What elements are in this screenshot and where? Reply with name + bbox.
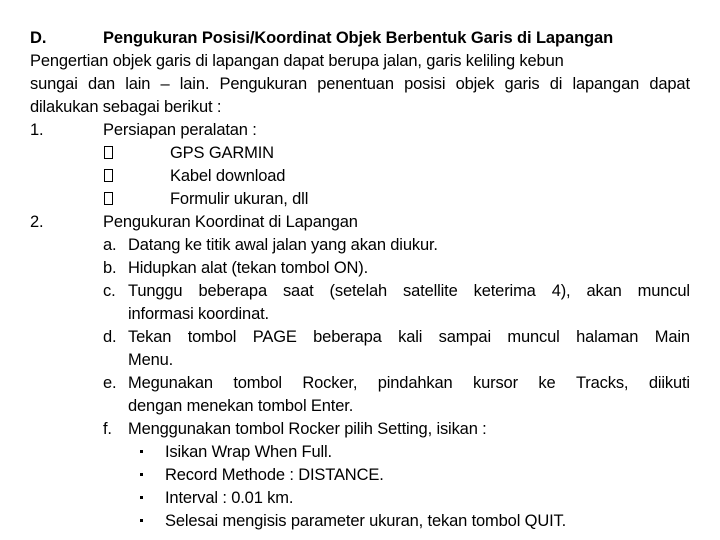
text-word: posisi (404, 75, 446, 93)
step-2-item-b (30, 257, 690, 280)
section-marker: D. (30, 29, 47, 47)
text-word: lapangan (572, 75, 640, 93)
item-b-line-1: Hidupkan alat (tekan tombol ON). (128, 259, 369, 277)
step-1-text: Persiapan peralatan : (103, 121, 257, 139)
tofu-box-icon (104, 165, 170, 188)
text-word: pindahkan (377, 374, 453, 392)
tofu-box-icon (104, 142, 170, 165)
text-word: – (160, 75, 170, 93)
text-word: Pengukuran (219, 75, 307, 93)
intro-line-3: dilakukan sebagai berikut : (30, 98, 222, 116)
text-word: Main (654, 328, 690, 346)
text-word: muncul (637, 282, 690, 300)
step-1-bullet-3-text: Formulir ukuran, dll (170, 190, 309, 208)
item-c-body (128, 280, 690, 326)
dot-bullet-icon (140, 510, 165, 533)
item-f-bullet-4 (30, 510, 690, 533)
item-a-line-1: Datang ke titik awal jalan yang akan diukur. (128, 236, 438, 254)
step-2-item-e (30, 372, 690, 418)
text-word: sungai (30, 75, 78, 93)
item-a-body (128, 234, 690, 257)
item-f-bullet-3 (30, 487, 690, 510)
text-word: halaman (576, 328, 639, 346)
text-word: tombol (187, 328, 237, 346)
item-d-marker: d. (103, 328, 117, 346)
item-c-line-1 (128, 280, 690, 303)
text-word: di (549, 75, 563, 93)
step-1-bullet-3 (30, 188, 690, 211)
item-f-bullet-1-text: Isikan Wrap When Full. (165, 443, 332, 461)
text-word: beberapa (198, 282, 267, 300)
item-e-marker: e. (103, 374, 117, 392)
text-word: lain (125, 75, 151, 93)
text-word: objek (455, 75, 495, 93)
text-word: Tekan (128, 328, 172, 346)
item-b-marker: b. (103, 259, 117, 277)
step-1-marker: 1. (30, 121, 44, 139)
text-word: kursor (472, 374, 518, 392)
text-word: sampai (438, 328, 491, 346)
section-heading (30, 27, 690, 50)
item-f-bullet-2 (30, 464, 690, 487)
text-word: penentuan (317, 75, 394, 93)
text-word: dapat (649, 75, 690, 93)
step-2-item-f (30, 418, 690, 441)
text-word: lain. (179, 75, 210, 93)
item-e-line-2: dengan menekan tombol Enter. (128, 397, 354, 415)
item-f-body (128, 418, 690, 441)
step-2-item-a (30, 234, 690, 257)
text-word: satellite (403, 282, 458, 300)
tofu-box-icon (104, 188, 170, 211)
intro-line-2 (30, 73, 690, 96)
step-1-bullet-1 (30, 142, 690, 165)
section-title: Pengukuran Posisi/Koordinat Objek Berbentuk Garis di Lapangan (103, 29, 614, 47)
text-word: akan (586, 282, 622, 300)
step-2-marker: 2. (30, 213, 44, 231)
item-f-bullet-4-text: Selesai mengisis parameter ukuran, tekan tombol QUIT. (165, 512, 567, 530)
text-word: diikuti (648, 374, 690, 392)
text-word: beberapa (313, 328, 382, 346)
text-word: muncul (507, 328, 560, 346)
item-d-line-2: Menu. (128, 351, 174, 369)
dot-bullet-icon (140, 441, 165, 464)
text-word: keterima (473, 282, 536, 300)
text-word: 4), (551, 282, 571, 300)
intro-line-1: Pengertian objek garis di lapangan dapat berupa jalan, garis keliling kebun (30, 52, 564, 70)
item-f-bullet-2-text: Record Methode : DISTANCE. (165, 466, 384, 484)
intro-paragraph (30, 50, 690, 119)
item-a-marker: a. (103, 236, 117, 254)
text-word: kali (398, 328, 423, 346)
text-word: garis (504, 75, 540, 93)
step-1-bullet-2-text: Kabel download (170, 167, 286, 185)
step-1 (30, 119, 690, 142)
item-b-body (128, 257, 690, 280)
item-f-bullet-1 (30, 441, 690, 464)
item-f-marker: f. (103, 420, 112, 438)
item-d-line-1 (128, 326, 690, 349)
text-word: Tracks, (575, 374, 629, 392)
step-2-item-c (30, 280, 690, 326)
item-f-line-1: Menggunakan tombol Rocker pilih Setting, isikan : (128, 420, 487, 438)
item-d-body (128, 326, 690, 372)
text-word: Tunggu (128, 282, 183, 300)
text-word: Megunakan (128, 374, 213, 392)
text-word: dan (87, 75, 116, 93)
step-2 (30, 211, 690, 234)
item-e-body (128, 372, 690, 418)
item-e-line-1 (128, 372, 690, 395)
item-f-bullet-3-text: Interval : 0.01 km. (165, 489, 294, 507)
text-word: Rocker, (302, 374, 358, 392)
text-word: saat (282, 282, 314, 300)
text-word: tombol (233, 374, 282, 392)
step-2-item-d (30, 326, 690, 372)
text-word: (setelah (329, 282, 388, 300)
item-c-marker: c. (103, 282, 116, 300)
text-word: ke (538, 374, 556, 392)
step-1-bullet-2 (30, 165, 690, 188)
step-2-text: Pengukuran Koordinat di Lapangan (103, 213, 358, 231)
item-c-line-2: informasi koordinat. (128, 305, 269, 323)
text-word: PAGE (252, 328, 297, 346)
dot-bullet-icon (140, 464, 165, 487)
step-1-bullet-1-text: GPS GARMIN (170, 144, 274, 162)
dot-bullet-icon (140, 487, 165, 510)
